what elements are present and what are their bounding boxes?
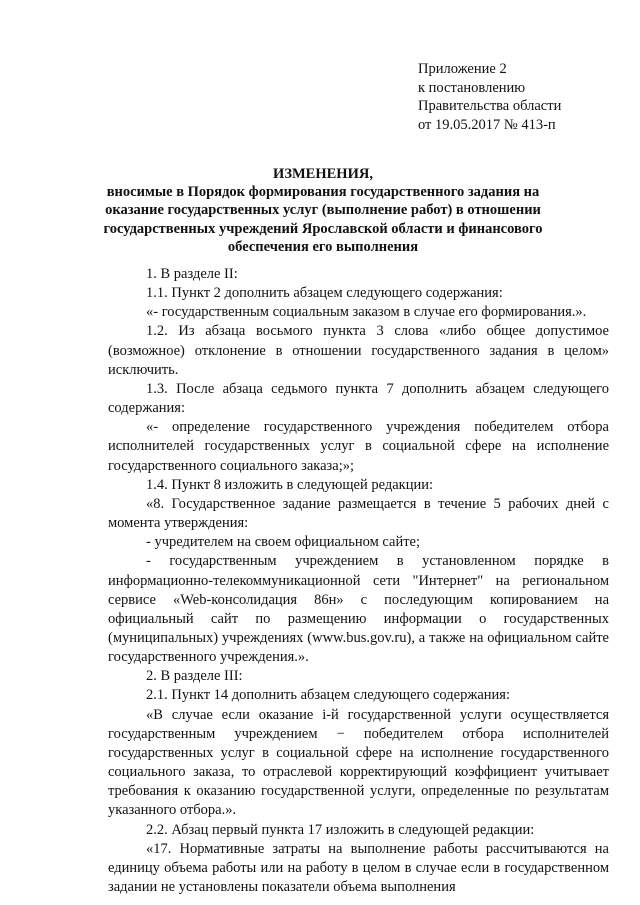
paragraph: - учредителем на своем официальном сайте; [146,534,421,551]
paragraph: «В случае если оказание i-й государственной услуги осуществляется государственным учреждением − победителем отбора исполнителей государственных услуг в социальной сфере на исполнение государственного социального заказа, то отраслевой корректирующий коэффициент учитывает требования к оказанию государственной услуги, определенные по результатам указанного отбора.». [108,706,609,819]
paragraph: 1.1. Пункт 2 дополнить абзацем следующего содержания: [146,285,503,302]
title-heading: ИЗМЕНЕНИЯ, [273,166,373,182]
annex-header [418,60,618,134]
paragraph: 1.2. Из абзаца восьмого пункта 3 слова «либо общее допустимое (возможное) отклонение в отношении государственного задания в целом» исключить. [108,323,609,378]
annex-line: Правительства области [418,98,562,114]
annex-line: от 19.05.2017 № 413-п [418,116,556,133]
paragraph: 1.3. После абзаца седьмого пункта 7 дополнить абзацем следующего содержания: [108,380,609,417]
paragraph: «- государственным социальным заказом в случае его формирования.». [146,304,587,321]
document-body [108,265,609,897]
paragraph: 2.2. Абзац первый пункта 17 изложить в следующей редакции: [146,821,535,838]
paragraph: «- определение государственного учреждения победителем отбора исполнителей государственных услуг в социальной сфере на исполнение государственного социального заказа;»; [108,419,609,474]
paragraph: 1.4. Пункт 8 изложить в следующей редакции: [146,476,434,493]
paragraph: «8. Государственное задание размещается в течение 5 рабочих дней с момента утверждения: [108,495,609,532]
annex-line: Приложение 2 [418,61,507,77]
paragraph: 2.1. Пункт 14 дополнить абзацем следующего содержания: [146,687,510,704]
title-subtitle: вносимые в Порядок формирования государственного задания на оказание государственных услуг (выполнение работ) в отношении государственных учреждений Ярославской области и финансового обеспечения его выполнения [103,184,543,255]
document-title [100,165,546,256]
annex-line: к постановлению [418,79,526,96]
paragraph: 1. В разделе II: [146,266,238,282]
paragraph: 2. В разделе III: [146,668,243,685]
paragraph: - государственным учреждением в установленном порядке в информационно-телекоммуникационной сети "Интернет" на региональном сервисе «Web-консолидация 86н» с последующим копированием на официальный сайт по размещению информации о государственных (муниципальных) учреждениях (www.bus.gov.ru), а также на официальном сайте государственного учреждения.». [108,553,609,666]
paragraph: «17. Нормативные затраты на выполнение работы рассчитываются на единицу объема работы или на работу в целом в случае если в государственном задании не установлены показатели объема выполнения [108,840,609,895]
